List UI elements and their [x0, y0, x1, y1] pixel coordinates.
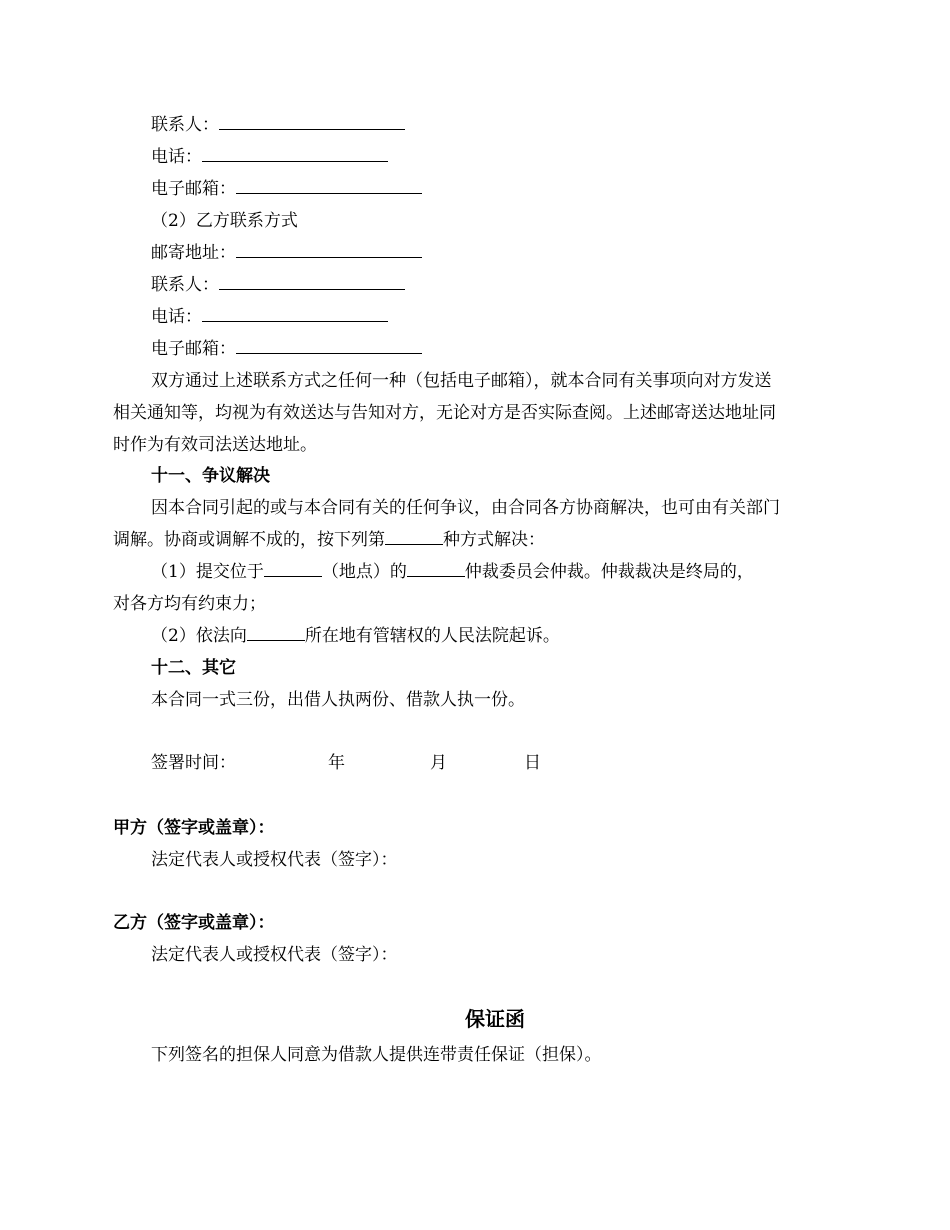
partyB-phone-blank	[202, 307, 388, 322]
partyB-contact-person-label: 联系人：	[151, 275, 219, 295]
partyB-mail-address-row	[151, 242, 422, 264]
partyA-email-blank	[236, 179, 422, 194]
partyB-email-blank	[236, 339, 422, 354]
partyB-contact-heading: （2）乙方联系方式	[151, 211, 298, 231]
signing-year: 年	[328, 753, 345, 773]
arbitration-location-blank	[264, 562, 322, 577]
partyB-rep-label: 法定代表人或授权代表（签字）：	[151, 945, 398, 965]
signing-date-row	[151, 752, 236, 774]
guarantee-title: 保证函	[465, 1007, 525, 1031]
service-paragraph-line-3: 时作为有效司法送达地址。	[113, 435, 317, 455]
litigation-option-b: 所在地有管辖权的人民法院起诉。	[304, 626, 560, 646]
partyB-contact-person-row	[151, 274, 405, 296]
arbitration-option-b: （地点）的	[321, 562, 407, 582]
partyA-phone-label: 电话：	[151, 147, 202, 167]
litigation-option-a: （2）依法向	[151, 626, 247, 646]
arbitration-option-line-2: 对各方均有约束力；	[113, 594, 266, 614]
method-number-blank	[385, 530, 443, 545]
partyB-mail-address-label: 邮寄地址：	[151, 243, 236, 263]
guarantee-text: 下列签名的担保人同意为借款人提供连带责任保证（担保）。	[151, 1045, 602, 1065]
service-paragraph-line-2: 相关通知等，均视为有效送达与告知对方，无论对方是否实际查阅。上述邮寄送达地址同	[113, 403, 776, 423]
section-12-heading: 十二、其它	[151, 658, 236, 678]
section-11-line-2-a: 调解。协商或调解不成的，按下列第	[113, 530, 385, 550]
partyB-phone-row	[151, 306, 388, 328]
service-paragraph-line-1: 双方通过上述联系方式之任何一种（包括电子邮箱），就本合同有关事项向对方发送	[151, 371, 772, 391]
partyB-contact-person-blank	[219, 275, 405, 290]
signing-month: 月	[430, 753, 447, 773]
arbitration-option-c: 仲裁委员会仲裁。仲裁裁决是终局的，	[464, 562, 754, 582]
partyA-phone-blank	[202, 147, 388, 162]
partyA-email-row	[151, 178, 422, 200]
partyA-contact-person-label: 联系人：	[151, 115, 219, 135]
partyB-email-row	[151, 338, 422, 360]
signing-day: 日	[524, 753, 541, 773]
partyA-contact-person-row	[151, 114, 405, 136]
section-11-line-2-b: 种方式解决：	[443, 530, 545, 550]
partyB-email-label: 电子邮箱：	[151, 339, 236, 359]
partyA-rep-label: 法定代表人或授权代表（签字）：	[151, 850, 398, 870]
partyA-sign-heading: 甲方（签字或盖章）：	[113, 818, 275, 838]
section-12-text: 本合同一式三份，出借人执两份、借款人执一份。	[151, 690, 525, 710]
arbitration-commission-blank	[407, 562, 465, 577]
section-11-heading: 十一、争议解决	[151, 466, 270, 486]
partyB-phone-label: 电话：	[151, 307, 202, 327]
arbitration-option-a: （1）提交位于	[151, 562, 264, 582]
litigation-option-row	[151, 625, 560, 647]
signing-date-label: 签署时间：	[151, 753, 236, 773]
partyA-email-label: 电子邮箱：	[151, 179, 236, 199]
litigation-party-blank	[247, 626, 305, 641]
partyB-sign-heading: 乙方（签字或盖章）：	[113, 913, 275, 933]
partyA-contact-person-blank	[219, 115, 405, 130]
arbitration-option-row	[151, 561, 754, 583]
section-11-line-2	[113, 529, 545, 551]
section-11-line-1: 因本合同引起的或与本合同有关的任何争议，由合同各方协商解决，也可由有关部门	[151, 498, 780, 518]
partyA-phone-row	[151, 146, 388, 168]
partyB-mail-address-blank	[236, 243, 422, 258]
